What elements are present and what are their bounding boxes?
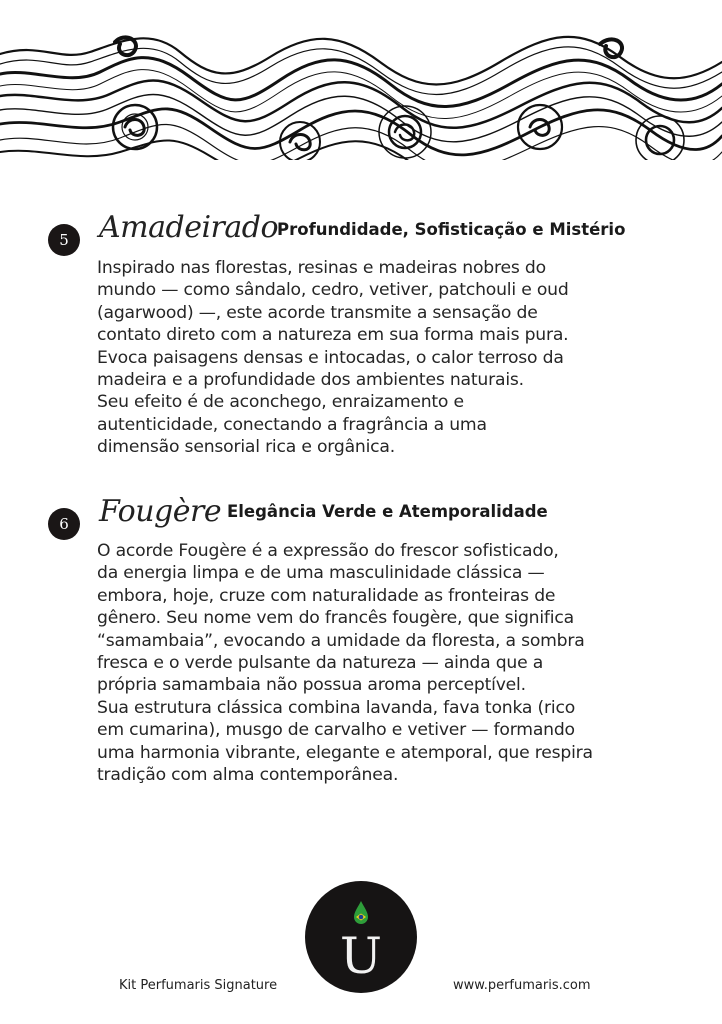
section-subtitle: Elegância Verde e Atemporalidade xyxy=(227,502,548,521)
body-line: madeira e a profundidade dos ambientes naturais. xyxy=(97,370,524,391)
section-body xyxy=(97,540,593,786)
body-line: Evoca paisagens densas e intocadas, o calor terroso da xyxy=(97,347,564,368)
body-line: mundo — como sândalo, cedro, vetiver, patchouli e oud xyxy=(97,280,569,301)
perfumaris-logo xyxy=(305,881,417,993)
body-line: tradição com alma contemporânea. xyxy=(97,765,399,786)
section-number-badge: 5 xyxy=(48,224,80,256)
body-line: autenticidade, conectando a fragrância a uma xyxy=(97,414,487,435)
body-line: dimensão sensorial rica e orgânica. xyxy=(97,437,396,458)
svg-text:U: U xyxy=(339,927,383,985)
body-line: em cumarina), musgo de carvalho e vetiver — formando xyxy=(97,720,575,741)
body-line: própria samambaia não possua aroma perceptível. xyxy=(97,675,526,696)
body-line: (agarwood) —, este acorde transmite a sensação de xyxy=(97,302,538,323)
marble-swirl-pattern xyxy=(0,32,722,160)
body-line: Seu efeito é de aconchego, enraizamento e xyxy=(97,392,464,413)
body-line: uma harmonia vibrante, elegante e atemporal, que respira xyxy=(97,742,593,763)
section-subtitle: Profundidade, Sofisticação e Mistério xyxy=(277,220,626,239)
body-line: “samambaia”, evocando a umidade da floresta, a sombra xyxy=(97,630,585,651)
body-line: Inspirado nas florestas, resinas e madeiras nobres do xyxy=(97,258,546,278)
body-line: Sua estrutura clássica combina lavanda, fava tonka (rico xyxy=(97,697,576,718)
footer-kit-name: Kit Perfumaris Signature xyxy=(119,978,278,993)
body-line: contato direto com a natureza em sua forma mais pura. xyxy=(97,325,569,346)
section-number-badge: 6 xyxy=(48,508,80,540)
body-line: O acorde Fougère é a expressão do frescor sofisticado, xyxy=(97,541,559,561)
body-line: gênero. Seu nome vem do francês fougère, que significa xyxy=(97,608,574,629)
section-title: Fougère xyxy=(99,494,222,529)
body-line: da energia limpa e de uma masculinidade clássica — xyxy=(97,563,545,584)
body-line: fresca e o verde pulsante da natureza — ainda que a xyxy=(97,653,544,674)
section-title: Amadeirado xyxy=(99,210,279,245)
footer-website-link[interactable]: www.perfumaris.com xyxy=(453,978,591,993)
marbled-banner xyxy=(0,32,722,160)
section-body xyxy=(97,257,569,459)
body-line: embora, hoje, cruze com naturalidade as fronteiras de xyxy=(97,585,556,606)
